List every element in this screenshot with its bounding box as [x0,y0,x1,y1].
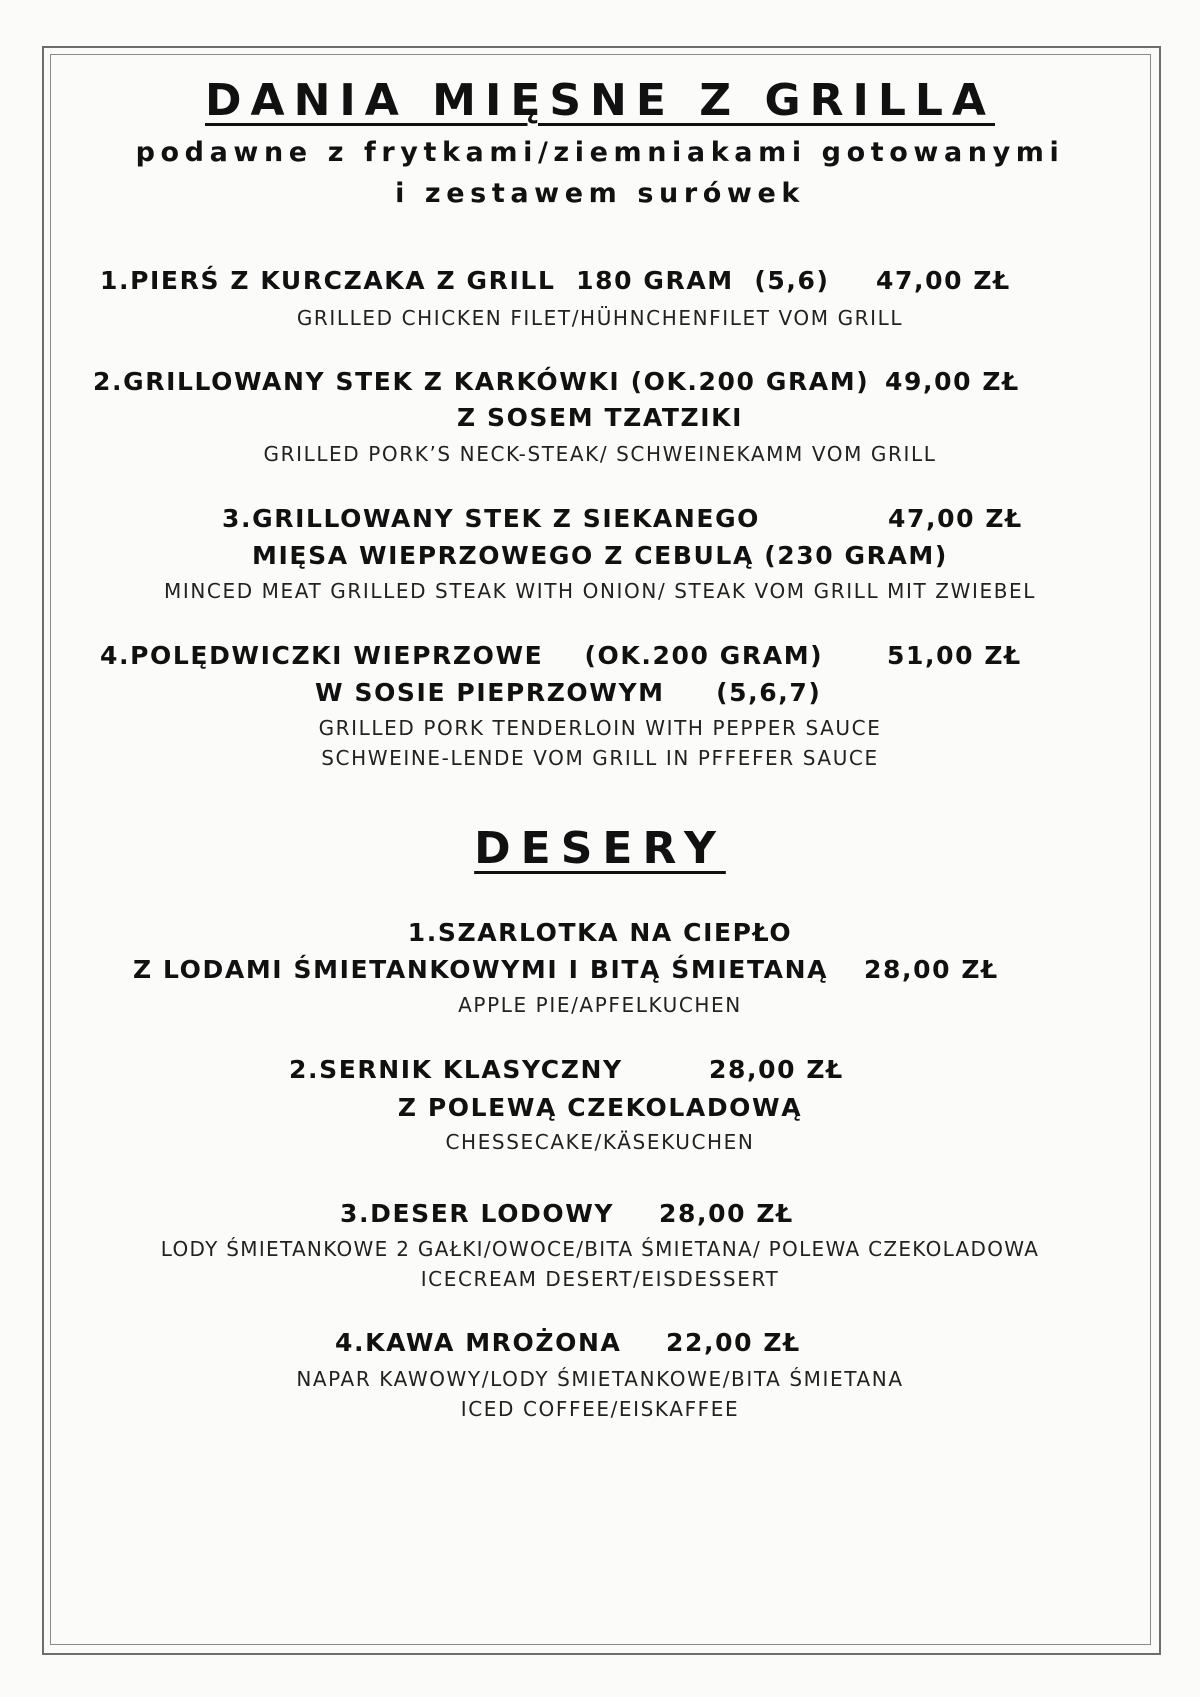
grill-item-4-price: 51,00 ZŁ [887,641,1022,670]
dessert-item-3-name: 3.DESER LODOWY [340,1199,615,1228]
dessert-item-4-desc-2: ICED COFFEE/EISKAFFEE [460,1397,740,1421]
dessert-item-3-desc-2: ICECREAM DESERT/EISDESSERT [420,1267,780,1291]
grill-item-3-price: 47,00 ZŁ [888,504,1023,533]
grill-item-3-name-line-2: MIĘSA WIEPRZOWEGO Z CEBULĄ (230 GRAM) [252,541,948,570]
dessert-item-4-desc-1: NAPAR KAWOWY/LODY ŚMIETANKOWE/BITA ŚMIETANA [296,1367,904,1391]
grill-item-4-name-line-2: W SOSIE PIEPRZOWYM (5,6,7) [315,678,822,707]
grill-item-4-desc-2: SCHWEINE-LENDE VOM GRILL IN PFFEFER SAUCE [321,746,879,770]
grill-item-2-name: 2.GRILLOWANY STEK Z KARKÓWKI (OK.200 GRAM) [93,367,870,396]
dessert-item-1-name: 1.SZARLOTKA NA CIEPŁO [407,918,793,947]
dessert-item-2-desc: CHESSECAKE/KÄSEKUCHEN [445,1130,755,1154]
section-subtitle-line-2: i zestawem surówek [395,178,805,209]
grill-item-4-name: 4.POLĘDWICZKI WIEPRZOWE (OK.200 GRAM) [100,641,824,670]
grill-item-4-desc-1: GRILLED PORK TENDERLOIN WITH PEPPER SAUCE [318,716,882,740]
grill-item-3-desc: MINCED MEAT GRILLED STEAK WITH ONION/ STEAK VOM GRILL MIT ZWIEBEL [164,579,1036,603]
dessert-item-2-price: 28,00 ZŁ [709,1055,844,1084]
grill-item-1-name: 1.PIERŚ Z KURCZAKA Z GRILL 180 GRAM (5,6) [100,266,830,295]
grill-item-1-desc: GRILLED CHICKEN FILET/HÜHNCHENFILET VOM GRILL [296,306,904,330]
grill-item-1-price: 47,00 ZŁ [876,266,1011,295]
section-title-desserts: DESERY [474,823,726,874]
dessert-item-1-price: 28,00 ZŁ [864,955,999,984]
dessert-item-2-name-line-2: Z POLEWĄ CZEKOLADOWĄ [397,1093,803,1122]
dessert-item-2-name: 2.SERNIK KLASYCZNY [289,1055,623,1084]
section-subtitle-line-1: podawne z frytkami/ziemniakami gotowanymi [135,137,1065,168]
section-title-grill: DANIA MIĘSNE Z GRILLA [205,75,995,126]
dessert-item-3-desc-1: LODY ŚMIETANKOWE 2 GAŁKI/OWOCE/BITA ŚMIETANA/ POLEWA CZEKOLADOWA [160,1237,1040,1261]
dessert-item-4-price: 22,00 ZŁ [666,1328,801,1357]
grill-item-2-desc: GRILLED PORK’S NECK-STEAK/ SCHWEINEKAMM VOM GRILL [263,442,937,466]
dessert-item-1-desc: APPLE PIE/APFELKUCHEN [458,993,742,1017]
grill-item-2-name-line-2: Z SOSEM TZATZIKI [456,403,744,432]
dessert-item-3-price: 28,00 ZŁ [659,1199,794,1228]
dessert-item-4-name: 4.KAWA MROŻONA [335,1328,622,1357]
grill-item-3-name: 3.GRILLOWANY STEK Z SIEKANEGO [222,504,761,533]
dessert-item-1-name-line-2: Z LODAMI ŚMIETANKOWYMI I BITĄ ŚMIETANĄ [133,955,829,984]
grill-item-2-price: 49,00 ZŁ [885,367,1020,396]
